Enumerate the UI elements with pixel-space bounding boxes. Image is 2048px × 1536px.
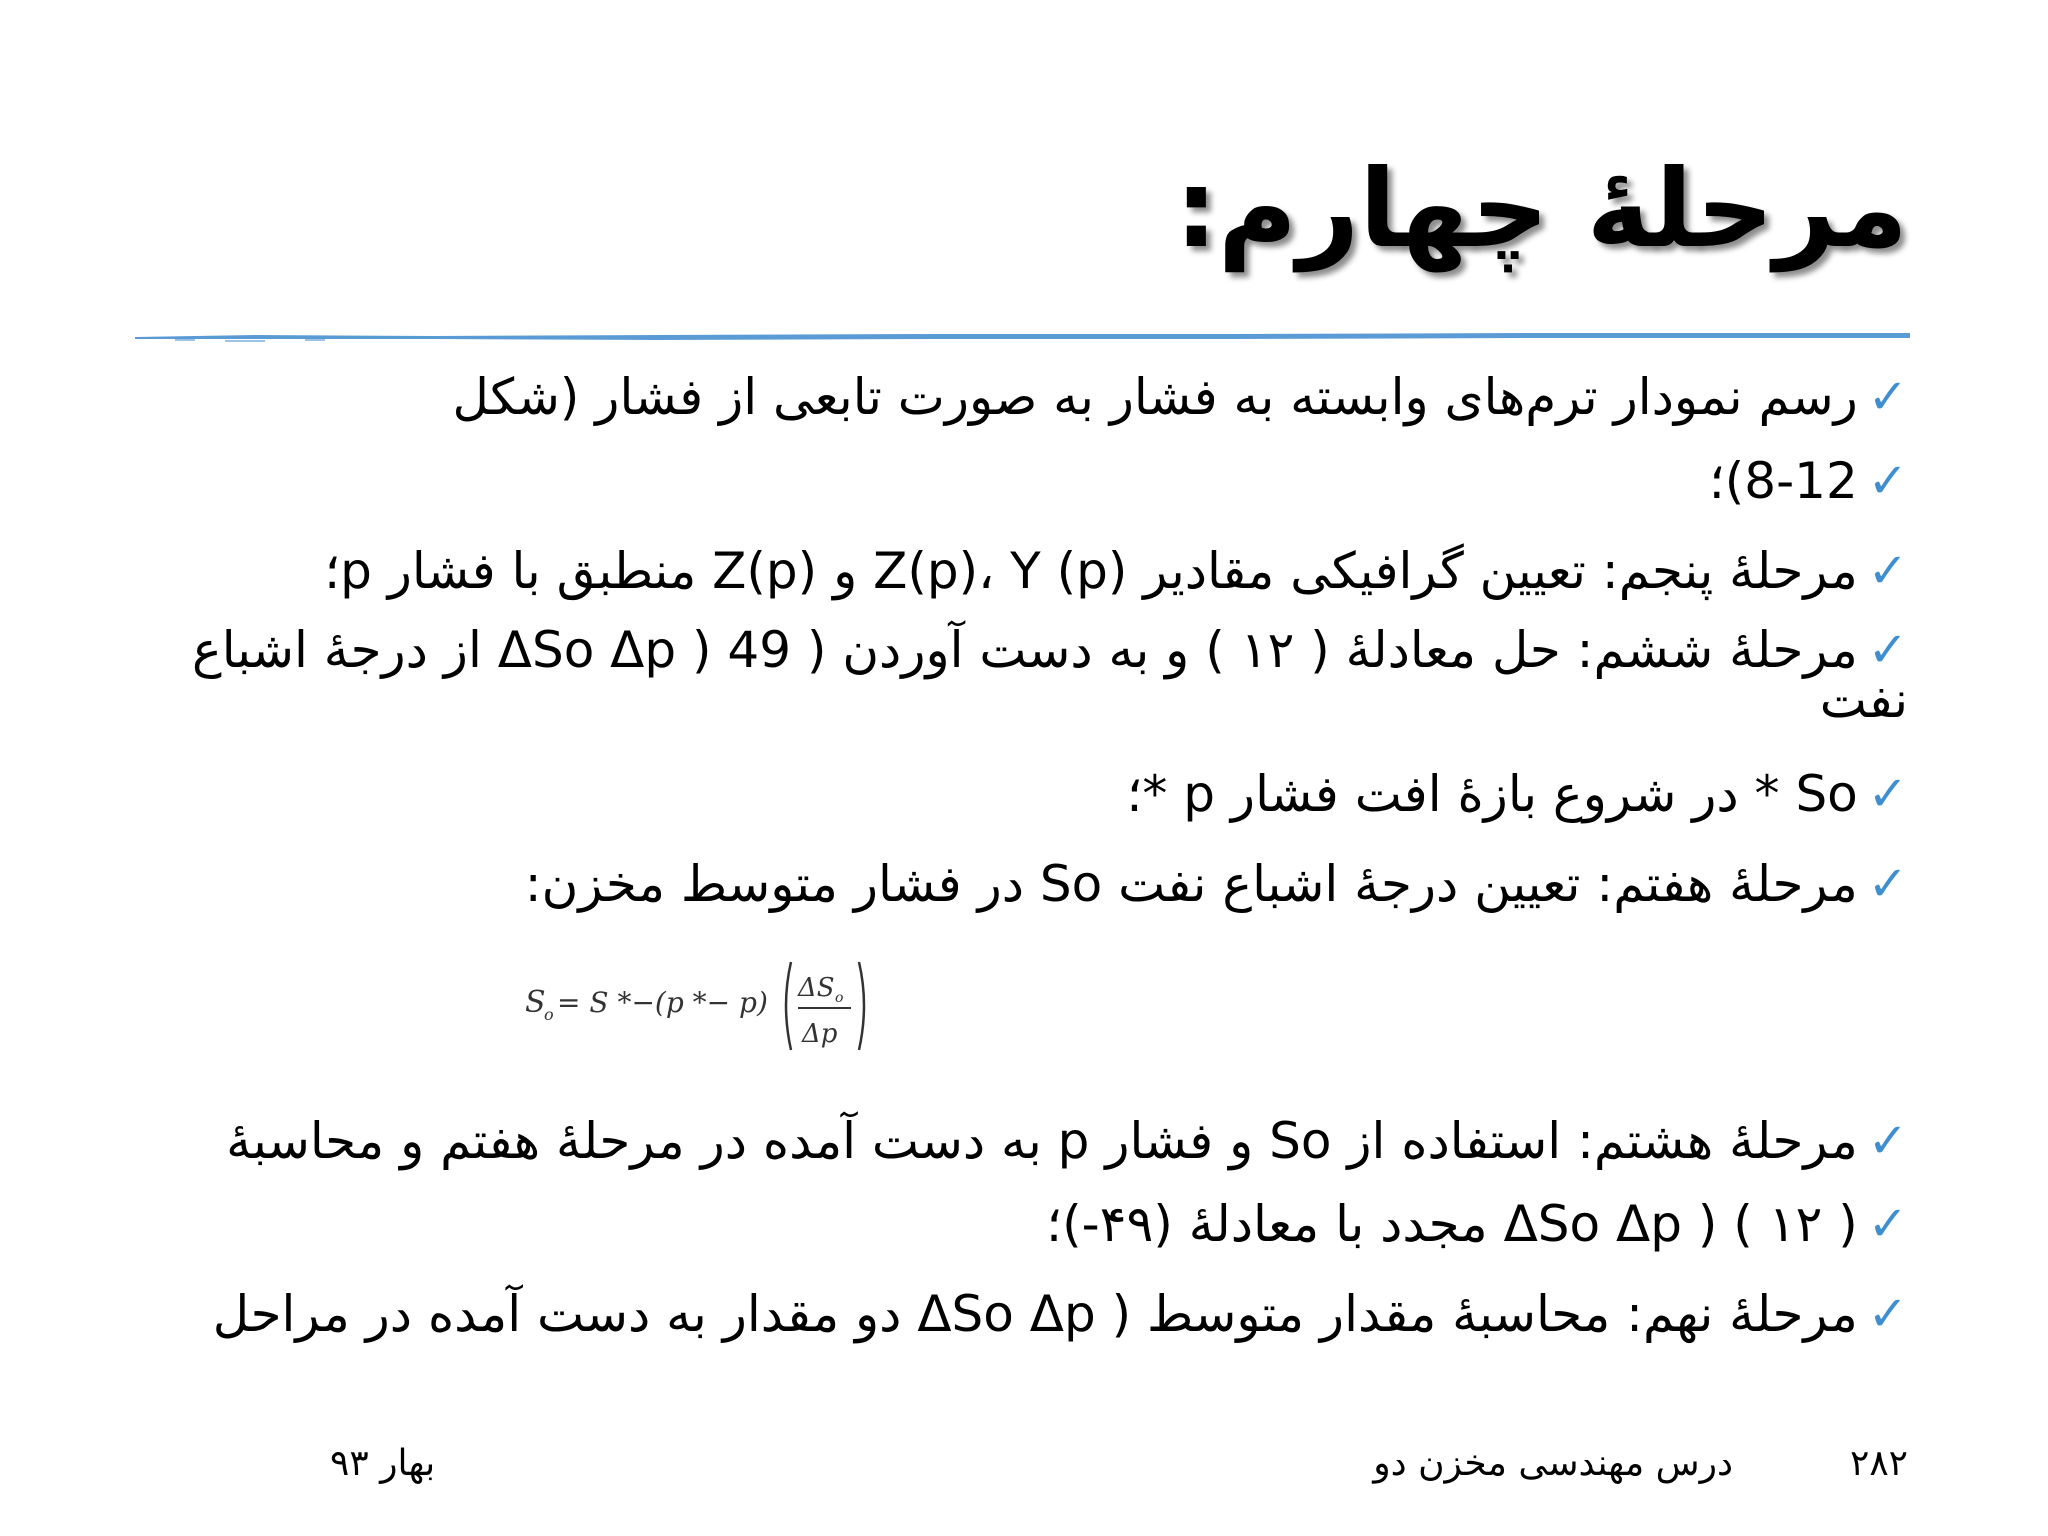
bullet-item-6 (148, 855, 1908, 913)
bullet-text: 8-12)؛ (1708, 452, 1858, 510)
bullet-item-9 (148, 1285, 1908, 1343)
checkmark-icon: ✓ (1867, 622, 1908, 678)
checkmark-icon: ✓ (1867, 543, 1908, 599)
checkmark-icon: ✓ (1867, 453, 1908, 509)
checkmark-icon: ✓ (1867, 369, 1908, 425)
checkmark-icon: ✓ (1867, 1196, 1908, 1252)
bullet-item-7 (148, 1112, 1908, 1170)
formula-rhs: = S *−(p *− p) (557, 986, 768, 1019)
bullet-item-5 (148, 765, 1908, 823)
bullet-text: رسم نمودار ترم‌های وابسته به فشار به صورت تابعی از فشار (شکل (452, 368, 1858, 426)
bullet-item-1 (148, 368, 1908, 426)
formula-sub: o (544, 1005, 554, 1024)
bullet-text: ΔSo Δp ) ( ۱۲ ) مجدد با معادلۀ (۴۹-)؛ (1046, 1195, 1858, 1253)
bullet-item-2 (148, 452, 1908, 510)
checkmark-icon: ✓ (1867, 1286, 1908, 1342)
bullet-text: مرحلۀ هفتم: تعیین درجۀ اشباع نفت So در فشار متوسط مخزن: (524, 855, 1858, 913)
title-divider (135, 328, 1910, 344)
formula-lhs: S (525, 985, 546, 1020)
bullet-item-8 (148, 1195, 1908, 1253)
bullet-item-4 (148, 621, 1908, 729)
footer-page-number: ۲۸۲ (1849, 1443, 1908, 1484)
slide-title: مرحلۀ چهارم: (1174, 147, 1908, 272)
formula-numerator: ΔS (798, 973, 835, 1003)
footer-term: بهار ۹۳ (330, 1443, 436, 1484)
bullet-text: مرحلۀ پنجم: تعیین گرافیکی مقادیر Z(p)، Y (p) و Z(p) منطبق با فشار p؛ (324, 542, 1858, 600)
checkmark-icon: ✓ (1867, 766, 1908, 822)
bullet-text: مرحلۀ هشتم: استفاده از So و فشار p به دست آمده در مرحلۀ هفتم و محاسبۀ (226, 1112, 1858, 1170)
formula-denominator: Δp (802, 1019, 838, 1049)
bullet-text: So * در شروع بازۀ افت فشار p *؛ (1126, 765, 1858, 823)
bullet-item-3 (148, 542, 1908, 600)
bullet-text: مرحلۀ ششم: حل معادلۀ ( ۱۲ ) و به دست آوردن ( 49 ( ΔSo Δp از درجۀ اشباع نفت (191, 621, 1908, 729)
checkmark-icon: ✓ (1867, 856, 1908, 912)
saturation-formula (515, 950, 875, 1060)
checkmark-icon: ✓ (1867, 1113, 1908, 1169)
footer-course-name: درس مهندسی مخزن دو (1373, 1443, 1733, 1484)
formula-numerator-sub: o (835, 990, 844, 1006)
bullet-text: مرحلۀ نهم: محاسبۀ مقدار متوسط ( ΔSo Δp دو مقدار به دست آمده در مراحل (212, 1285, 1858, 1343)
